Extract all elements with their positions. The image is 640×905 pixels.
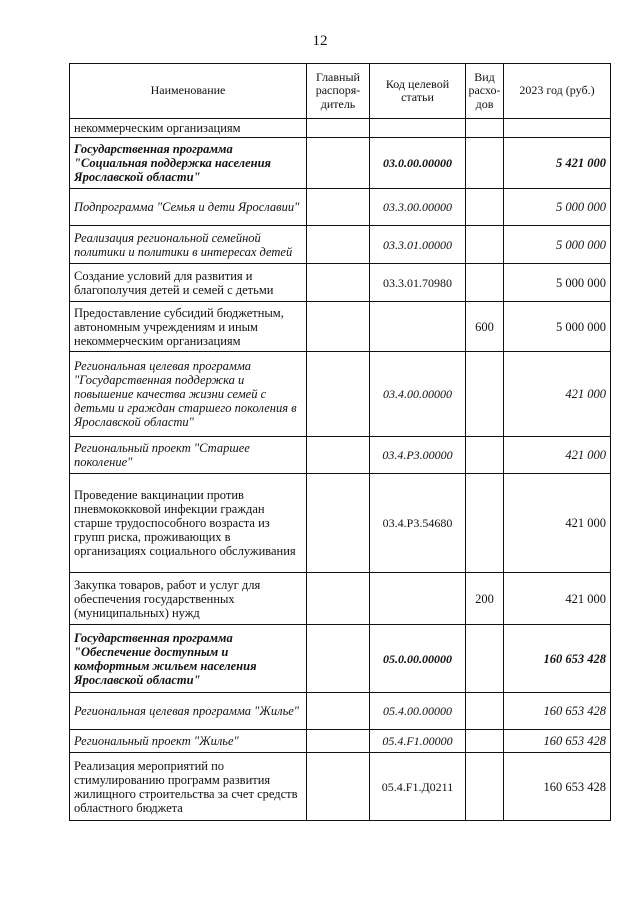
cell-manager <box>307 753 370 821</box>
cell-manager <box>307 730 370 753</box>
cell-manager <box>307 693 370 730</box>
cell-amount: 421 000 <box>504 352 611 437</box>
header-type: Вид расхо-дов <box>466 64 504 119</box>
cell-amount: 160 653 428 <box>504 693 611 730</box>
cell-amount: 160 653 428 <box>504 730 611 753</box>
table-row <box>70 138 611 189</box>
cell-name: Региональная целевая программа "Государственная поддержка и повышение качества жизни семей с детьми и граждан старшего поколения в Ярославской области" <box>70 352 307 437</box>
cell-type: 200 <box>466 573 504 625</box>
cell-amount: 5 000 000 <box>504 189 611 226</box>
cell-code <box>370 302 466 352</box>
cell-amount: 5 000 000 <box>504 226 611 264</box>
table-row <box>70 474 611 573</box>
table-row <box>70 189 611 226</box>
header-code: Код целевой статьи <box>370 64 466 119</box>
cell-manager <box>307 264 370 302</box>
header-manager: Главный распоря-дитель <box>307 64 370 119</box>
cell-amount: 160 653 428 <box>504 753 611 821</box>
cell-name: Реализация региональной семейной политики и политики в интересах детей <box>70 226 307 264</box>
cell-code: 05.4.F1.Д0211 <box>370 753 466 821</box>
table-row <box>70 264 611 302</box>
cell-type <box>466 693 504 730</box>
table-row <box>70 226 611 264</box>
table-header-row <box>70 64 611 119</box>
cell-type <box>466 264 504 302</box>
budget-table <box>69 63 611 821</box>
cell-name: Реализация мероприятий по стимулированию программ развития жилищного строительства за счет средств областного бюджета <box>70 753 307 821</box>
header-name: Наименование <box>70 64 307 119</box>
cell-code: 03.4.P3.00000 <box>370 437 466 474</box>
cell-code: 03.0.00.00000 <box>370 138 466 189</box>
page-number: 12 <box>312 33 328 49</box>
cell-name: Государственная программа "Социальная поддержка населения Ярославской области" <box>70 138 307 189</box>
cell-manager <box>307 226 370 264</box>
cell-name: Региональный проект "Жилье" <box>70 730 307 753</box>
cell-type: 600 <box>466 302 504 352</box>
cell-amount: 160 653 428 <box>504 625 611 693</box>
cell-name: Государственная программа "Обеспечение доступным и комфортным жильем населения Ярославской области" <box>70 625 307 693</box>
cell-manager <box>307 119 370 138</box>
cell-manager <box>307 437 370 474</box>
cell-manager <box>307 474 370 573</box>
cell-name: некоммерческим организациям <box>70 119 307 138</box>
cell-manager <box>307 138 370 189</box>
cell-code: 03.3.01.00000 <box>370 226 466 264</box>
table-row <box>70 625 611 693</box>
cell-code <box>370 573 466 625</box>
cell-amount: 5 000 000 <box>504 302 611 352</box>
cell-manager <box>307 302 370 352</box>
table-row <box>70 437 611 474</box>
table-row <box>70 119 611 138</box>
cell-manager <box>307 573 370 625</box>
cell-amount: 421 000 <box>504 437 611 474</box>
cell-code: 03.3.01.70980 <box>370 264 466 302</box>
cell-type <box>466 119 504 138</box>
cell-amount: 5 000 000 <box>504 264 611 302</box>
cell-type <box>466 625 504 693</box>
cell-type <box>466 138 504 189</box>
cell-amount: 421 000 <box>504 573 611 625</box>
cell-manager <box>307 352 370 437</box>
cell-type <box>466 753 504 821</box>
table-row <box>70 302 611 352</box>
cell-code: 05.4.F1.00000 <box>370 730 466 753</box>
table-row <box>70 573 611 625</box>
header-amount: 2023 год (руб.) <box>504 64 611 119</box>
cell-name: Создание условий для развития и благополучия детей и семей с детьми <box>70 264 307 302</box>
cell-type <box>466 189 504 226</box>
cell-code <box>370 119 466 138</box>
cell-name: Региональная целевая программа "Жилье" <box>70 693 307 730</box>
table-row <box>70 753 611 821</box>
cell-code: 05.0.00.00000 <box>370 625 466 693</box>
cell-type <box>466 226 504 264</box>
cell-code: 03.3.00.00000 <box>370 189 466 226</box>
cell-type <box>466 474 504 573</box>
cell-type <box>466 352 504 437</box>
table-row <box>70 352 611 437</box>
cell-name: Региональный проект "Старшее поколение" <box>70 437 307 474</box>
cell-type <box>466 730 504 753</box>
cell-name: Проведение вакцинации против пневмококковой инфекции граждан старше трудоспособного возраста из групп риска, проживающих в организациях социального обслуживания <box>70 474 307 573</box>
table-row <box>70 730 611 753</box>
cell-manager <box>307 189 370 226</box>
table-row <box>70 693 611 730</box>
cell-name: Предоставление субсидий бюджетным, автономным учреждениям и иным некоммерческим организациям <box>70 302 307 352</box>
cell-name: Закупка товаров, работ и услуг для обеспечения государственных (муниципальных) нужд <box>70 573 307 625</box>
cell-type <box>466 437 504 474</box>
cell-name: Подпрограмма "Семья и дети Ярославии" <box>70 189 307 226</box>
cell-amount: 421 000 <box>504 474 611 573</box>
cell-code: 03.4.00.00000 <box>370 352 466 437</box>
cell-manager <box>307 625 370 693</box>
cell-code: 05.4.00.00000 <box>370 693 466 730</box>
cell-amount <box>504 119 611 138</box>
cell-amount: 5 421 000 <box>504 138 611 189</box>
cell-code: 03.4.P3.54680 <box>370 474 466 573</box>
